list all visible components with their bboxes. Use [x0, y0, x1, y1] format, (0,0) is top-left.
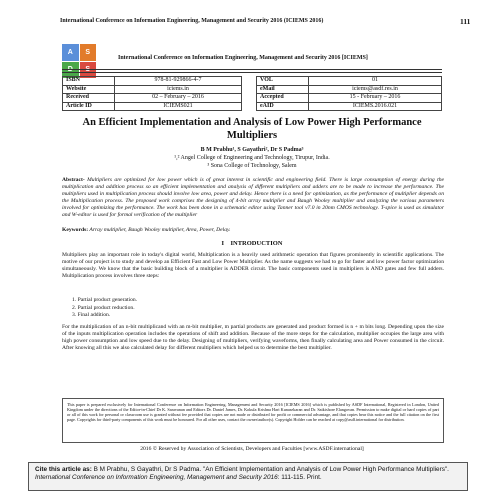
meta-table-right — [256, 76, 442, 111]
citation-box — [28, 462, 468, 491]
meta-key: Website — [63, 85, 115, 94]
header-rule — [62, 69, 442, 70]
logo-letter: D — [62, 62, 79, 79]
meta-value: 978-81-929866-4-7 — [115, 77, 242, 86]
meta-key: VOL — [257, 77, 309, 86]
logo-letter: S — [80, 62, 97, 79]
table-row — [257, 102, 442, 111]
section-title: INTRODUCTION — [230, 240, 283, 247]
authors: B M Prabhu¹, S Gayathri², Dr S Padma³ — [200, 147, 304, 153]
citation-journal: International Conference on Information Engineering, Management and Security 2016 — [35, 473, 278, 481]
intro-paragraph: Multipliers play an important role in today's digital world, Multiplication is a heavily used arithmetic operation that figures prominently in scientific applications. The motive of our project is to study and develop an Efficient Fast and Low Power Multiplier. As the name suggests we had to go for faster and low power factor optimization simultaneously. We know that the basic building block of a multiplier is ADDER circuit. The basic components used in multipliers is AND gates and few full adders. Multiplication process involves three steps: — [62, 252, 444, 279]
meta-value: iciems.in — [115, 85, 242, 94]
meta-key: eMail — [257, 85, 309, 94]
affiliation: ³ Sona College of Technology, Salem — [207, 163, 297, 169]
citation-pages: : 111-115. Print. — [277, 473, 322, 481]
section-heading — [62, 240, 442, 247]
table-row — [63, 102, 242, 111]
running-head: International Conference on Information Engineering, Management and Security 2016 (ICIEMS 2016) — [60, 18, 324, 24]
list-item: 1. Partial product generation. — [72, 297, 138, 303]
meta-key: Received — [63, 94, 115, 103]
table-row — [257, 85, 442, 94]
copyright-line: 2016 © Reserved by Association of Scientists, Developers and Faculties [www.ASDF.international] — [140, 446, 364, 452]
meta-key: ISBN — [63, 77, 115, 86]
paper-title: An Efficient Implementation and Analysis of Low Power High Performance Multipliers — [82, 117, 422, 141]
intro-paragraph: For the multiplication of an n-bit multiplicand with an m-bit multiplier, m partial products are generated and product formed is n + m bits long. Depending upon the size of the inputs multiplication operation includes the operations of shift and addition. Because of the more steps for the calculation, multiplier occupies the large area with high power consumption and low speed due to the delay. Designing of multipliers, verifying waveforms, then finally calculating area and Power consumed in the circuit. After knowing all this we also calculated delay for different multipliers which helped us to determine the best multiplier. — [62, 324, 444, 351]
table-row — [257, 94, 442, 103]
table-row — [63, 85, 242, 94]
citation-label: Cite this article as: — [35, 466, 92, 473]
conference-caption: International Conference on Information Engineering, Management and Security 2016 [ICIEMS] — [118, 55, 368, 61]
abstract — [62, 177, 444, 219]
meta-key: Article ID — [63, 102, 115, 111]
steps-list — [72, 297, 137, 320]
meta-value: 01 — [309, 77, 442, 86]
logo-letter: A — [62, 44, 79, 61]
meta-value: ICIEMS.2016.021 — [309, 102, 442, 111]
citation-authors: B M Prabhu, S Gayathri, Dr S Padma. "An Efficient Implementation and Analysis of Low Power High Performance Multipliers". — [91, 466, 449, 473]
meta-value: ICIEMS021 — [115, 102, 242, 111]
list-item: 3. Final addition. — [72, 312, 111, 319]
keywords-label: Keywords: — [62, 227, 89, 233]
abstract-text: Multipliers are optimized for low power which is of great interest in scientific and engineering field. There is large consumption of energy during the multiplication and addition process so an efficient implementation and analysis of different multipliers and adders are to be made to increase the performance. The multipliers used in multiplication process should involve low area, power and delay. Hence there is a need for optimization, as the performance of multiplier depends on the Multiplication process. The proposed work comprises the designing of 4-bit array multiplier and Baugh Wooley multiplier and analyzing the various parameters involved for optimizing the performance. The work has been done in a schematic editor using Tanner tool v7.0 in 20nm CMOS technology. T-spice is used as simulator and W-editor is used for formal verification of the multiplier — [62, 177, 444, 218]
logo-letter: S — [80, 44, 97, 61]
meta-key: eAID — [257, 102, 309, 111]
meta-table-left — [62, 76, 242, 111]
header-rule — [62, 72, 442, 73]
page-number: 111 — [460, 17, 471, 26]
license-box: This paper is prepared exclusively for International Conference on Information Engineering, Management and Security 2016 [ICIEMS 2016] which is published by ASDF International, Registered in London, United Kingdom under the directions of the Editor-in-Chief Dr K. Saravanan and Editors Dr. Daniel James, Dr. Kokula Krishna Hari Kunasekaran and Dr. Saikishore Elangovan. Permission to make digital or hard copies of part or all of this work for personal or classroom use is granted without fee provided that copies are not made or distributed for profit or commercial advantage, and that copies bear this notice and the full citation on the first page. Copyrights for third-party components of this work must be honoured. For all other uses, contact the owner/author(s). Copyright Holder can be reached at copy@asdf.international for distribution. — [62, 398, 444, 443]
table-row — [63, 94, 242, 103]
meta-value: 02 – February – 2016 — [115, 94, 242, 103]
keywords — [62, 227, 442, 233]
abstract-label: Abstract- — [62, 177, 85, 183]
affiliation: ¹,² Angel College of Engineering and Technology, Tirupur, India. — [174, 155, 330, 161]
table-row — [257, 77, 442, 86]
meta-value: 15 - February – 2016 — [309, 94, 442, 103]
list-item: 2. Partial product reduction. — [72, 304, 135, 311]
table-row — [63, 77, 242, 86]
meta-key: Accepted — [257, 94, 309, 103]
keywords-text: Array multiplier, Baugh Wooley multiplier, Area, Power, Delay. — [88, 227, 231, 233]
meta-value: iciems@asdf.res.in — [309, 85, 442, 94]
section-number: I — [221, 240, 224, 247]
